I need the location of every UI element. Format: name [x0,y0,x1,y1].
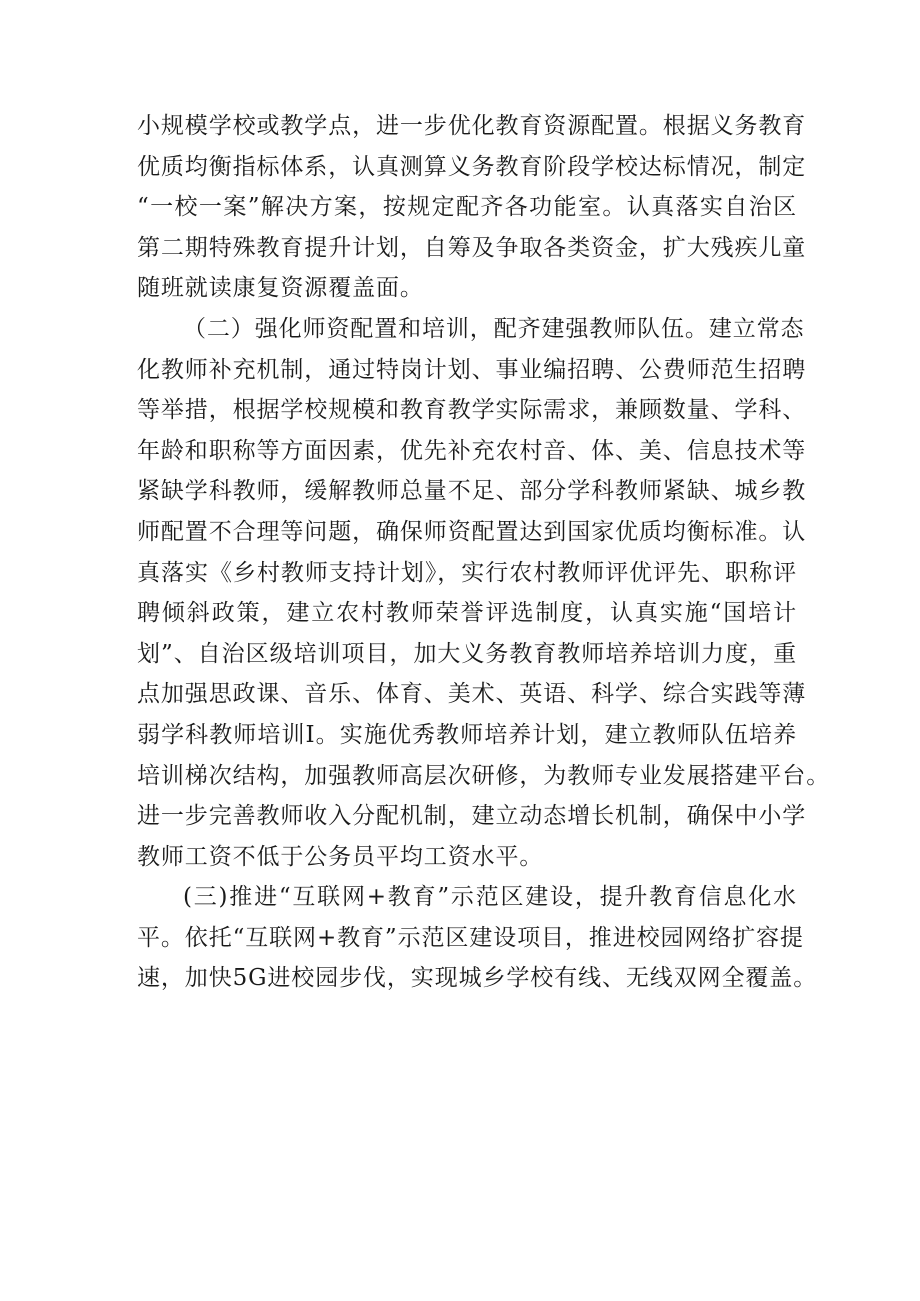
text-line: 随班就读康复资源覆盖面。 [137,275,424,302]
text-line: 小规模学校或教学点，进一步优化教育资源配置。根据义务教育 [137,113,807,139]
text-line: 点加强思政课、音乐、体育、美术、英语、科学、综合实践等薄 [137,681,807,708]
text-line: 师配置不合理等问题，确保师资配置达到国家优质均衡标准。认 [137,518,807,545]
text-line: 化教师补充机制，通过特岗计划、事业编招聘、公费师范生招聘 [137,356,807,383]
text-line: 紧缺学科教师，缓解教师总量不足、部分学科教师紧缺、城乡教 [137,478,807,505]
text-line: 真落实《乡村教师支持计划》，实行农村教师评优评先、职称评 [137,559,797,586]
text-line: (三)推进“互联网+教育”示范区建设，提升教育信息化水 [183,884,797,911]
text-line: 第二期特殊教育提升计划，自筹及争取各类资金，扩大残疾儿童 [137,234,807,261]
paragraph-2 [137,309,831,877]
text-line: 进一步完善教师收入分配机制，建立动态增长机制，确保中小学 [137,803,807,830]
text-line: 聘倾斜政策，建立农村教师荣誉评选制度，认真实施“国培计 [137,600,797,627]
paragraph-3 [137,877,818,999]
text-line: （二）强化师资配置和培训，配齐建强教师队伍。建立常态 [183,315,805,342]
paragraph-1 [137,106,807,309]
text-line: 等举措，根据学校规模和教育教学实际需求，兼顾数量、学科、 [137,397,807,424]
text-line: 培训梯次结构，加强教师高层次研修，为教师专业发展搭建平台。 [137,762,831,789]
text-line: 平。依托“互联网+教育”示范区建设项目，推进校园网络扩容提 [137,924,804,951]
document-body [137,106,831,999]
text-line: 教师工资不低于公务员平均工资水平。 [137,843,544,870]
text-line: 优质均衡指标体系，认真测算义务教育阶段学校达标情况，制定 [137,153,807,180]
text-line: 速，加快5G进校园步伐，实现城乡学校有线、无线双网全覆盖。 [137,965,818,992]
text-line: 弱学科教师培训I。实施优秀教师培养计划，建立教师队伍培养 [137,721,797,748]
text-line: 划”、自治区级培训项目，加大义务教育教师培养培训力度，重 [137,640,797,667]
text-line: “一校一案”解决方案，按规定配齐各功能室。认真落实自治区 [137,194,797,221]
text-line: 年龄和职称等方面因素，优先补充农村音、体、美、信息技术等 [137,437,807,464]
